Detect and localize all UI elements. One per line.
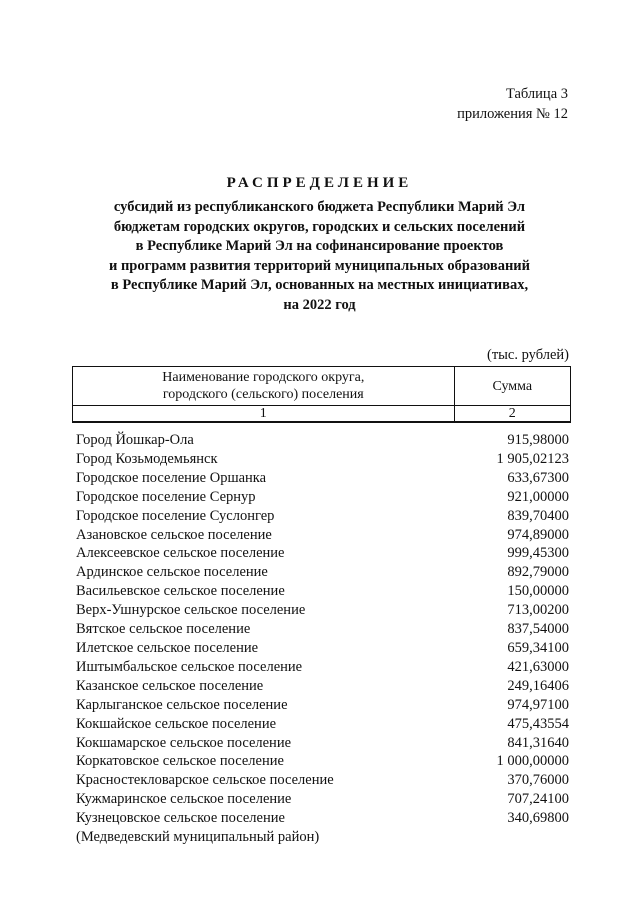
table-row	[76, 771, 569, 790]
row-name: Ардинское сельское поселение	[76, 564, 268, 581]
title-block	[0, 174, 639, 315]
row-value: 249,16406	[507, 677, 569, 694]
row-value: 837,54000	[507, 621, 569, 638]
table-row	[76, 563, 569, 582]
row-name: Илетское сельское поселение	[76, 639, 259, 656]
table-row	[76, 639, 569, 658]
row-name: Кокшайское сельское поселение	[76, 715, 277, 732]
row-value: 921,00000	[507, 488, 569, 505]
row-name: Кузнецовское сельское поселение (Медведевский муниципальный район)	[76, 810, 320, 846]
table-reference	[457, 84, 568, 124]
row-value: 915,98000	[507, 432, 569, 448]
table-row	[76, 658, 569, 677]
row-name: Иштымбальское сельское поселение	[76, 658, 303, 675]
document-subtitle	[0, 198, 639, 315]
column-header-name-line: городского (сельского) поселения	[162, 387, 364, 402]
table-row	[76, 469, 569, 488]
table-row	[76, 544, 569, 563]
row-name: Верх-Ушнурское сельское поселение	[76, 602, 306, 619]
appendix-number: приложения № 12	[457, 106, 568, 122]
table-header	[72, 366, 571, 423]
table-row	[76, 677, 569, 696]
column-number-2: 2	[454, 406, 570, 423]
row-value: 974,89000	[507, 526, 569, 543]
row-name: Кокшамарское сельское поселение	[76, 734, 292, 751]
column-header-name	[73, 367, 455, 406]
row-value: 370,76000	[507, 772, 569, 789]
row-name: Алексеевское сельское поселение	[76, 545, 285, 562]
row-name: Город Йошкар-Ола	[76, 432, 194, 448]
table-number: Таблица 3	[505, 86, 568, 102]
unit-label: (тыс. рублей)	[487, 347, 569, 363]
row-value: 633,67300	[507, 469, 569, 486]
row-name: Казанское сельское поселение	[76, 677, 264, 694]
document-title: РАСПРЕДЕЛЕНИЕ	[226, 175, 413, 191]
row-name: Город Козьмодемьянск	[76, 450, 218, 467]
row-name: Васильевское сельское поселение	[76, 583, 285, 600]
table-row	[76, 790, 569, 809]
row-value: 475,43554	[507, 715, 569, 732]
table-body	[76, 431, 569, 847]
table-row	[76, 450, 569, 469]
row-value: 707,24100	[507, 791, 569, 808]
row-name: Азановское сельское поселение	[76, 526, 272, 543]
subtitle-line: бюджетам городских округов, городских и сельских поселений	[113, 218, 526, 235]
column-number-1: 1	[73, 406, 455, 423]
row-value: 659,34100	[507, 639, 569, 656]
row-value: 974,97100	[507, 696, 569, 713]
subtitle-line: и программ развития территорий муниципальных образований	[108, 257, 531, 274]
row-name: Коркатовское сельское поселение	[76, 753, 284, 770]
table-row	[76, 431, 569, 450]
row-value: 892,79000	[507, 564, 569, 581]
table-row	[76, 734, 569, 753]
row-name: Городское поселение Суслонгер	[76, 507, 275, 524]
table-row	[76, 488, 569, 507]
row-name: Городское поселение Сернур	[76, 488, 256, 505]
row-value: 150,00000	[507, 583, 569, 600]
subtitle-line: на 2022 год	[283, 296, 356, 313]
table-row	[76, 809, 569, 847]
row-value: 1 000,00000	[496, 753, 569, 770]
row-value: 340,69800	[507, 810, 569, 827]
table-row	[76, 601, 569, 620]
row-value: 421,63000	[507, 658, 569, 675]
table-row	[76, 507, 569, 526]
row-value: 841,31640	[507, 734, 569, 751]
table-row	[76, 696, 569, 715]
row-value: 999,45300	[507, 545, 569, 562]
table-row	[76, 582, 569, 601]
table-row	[76, 526, 569, 545]
row-value: 713,00200	[507, 602, 569, 619]
row-name: Красностекловарское сельское поселение	[76, 772, 334, 789]
row-name: Городское поселение Оршанка	[76, 469, 267, 486]
subtitle-line: в Республике Марий Эл, основанных на местных инициативах,	[110, 277, 529, 293]
row-name: Кужмаринское сельское поселение	[76, 791, 292, 808]
row-value: 839,70400	[507, 507, 569, 524]
subtitle-line: субсидий из республиканского бюджета Республики Марий Эл	[113, 199, 526, 215]
column-header-sum: Сумма	[454, 367, 570, 406]
table-row	[76, 715, 569, 734]
row-name: Вятское сельское поселение	[76, 621, 251, 638]
column-header-name-line: Наименование городского округа,	[162, 370, 365, 385]
table-row	[76, 620, 569, 639]
row-value: 1 905,02123	[496, 450, 569, 467]
table-row	[76, 752, 569, 771]
subtitle-line: в Республике Марий Эл на софинансирование проектов	[135, 238, 504, 254]
row-name: Карлыганское сельское поселение	[76, 696, 288, 713]
